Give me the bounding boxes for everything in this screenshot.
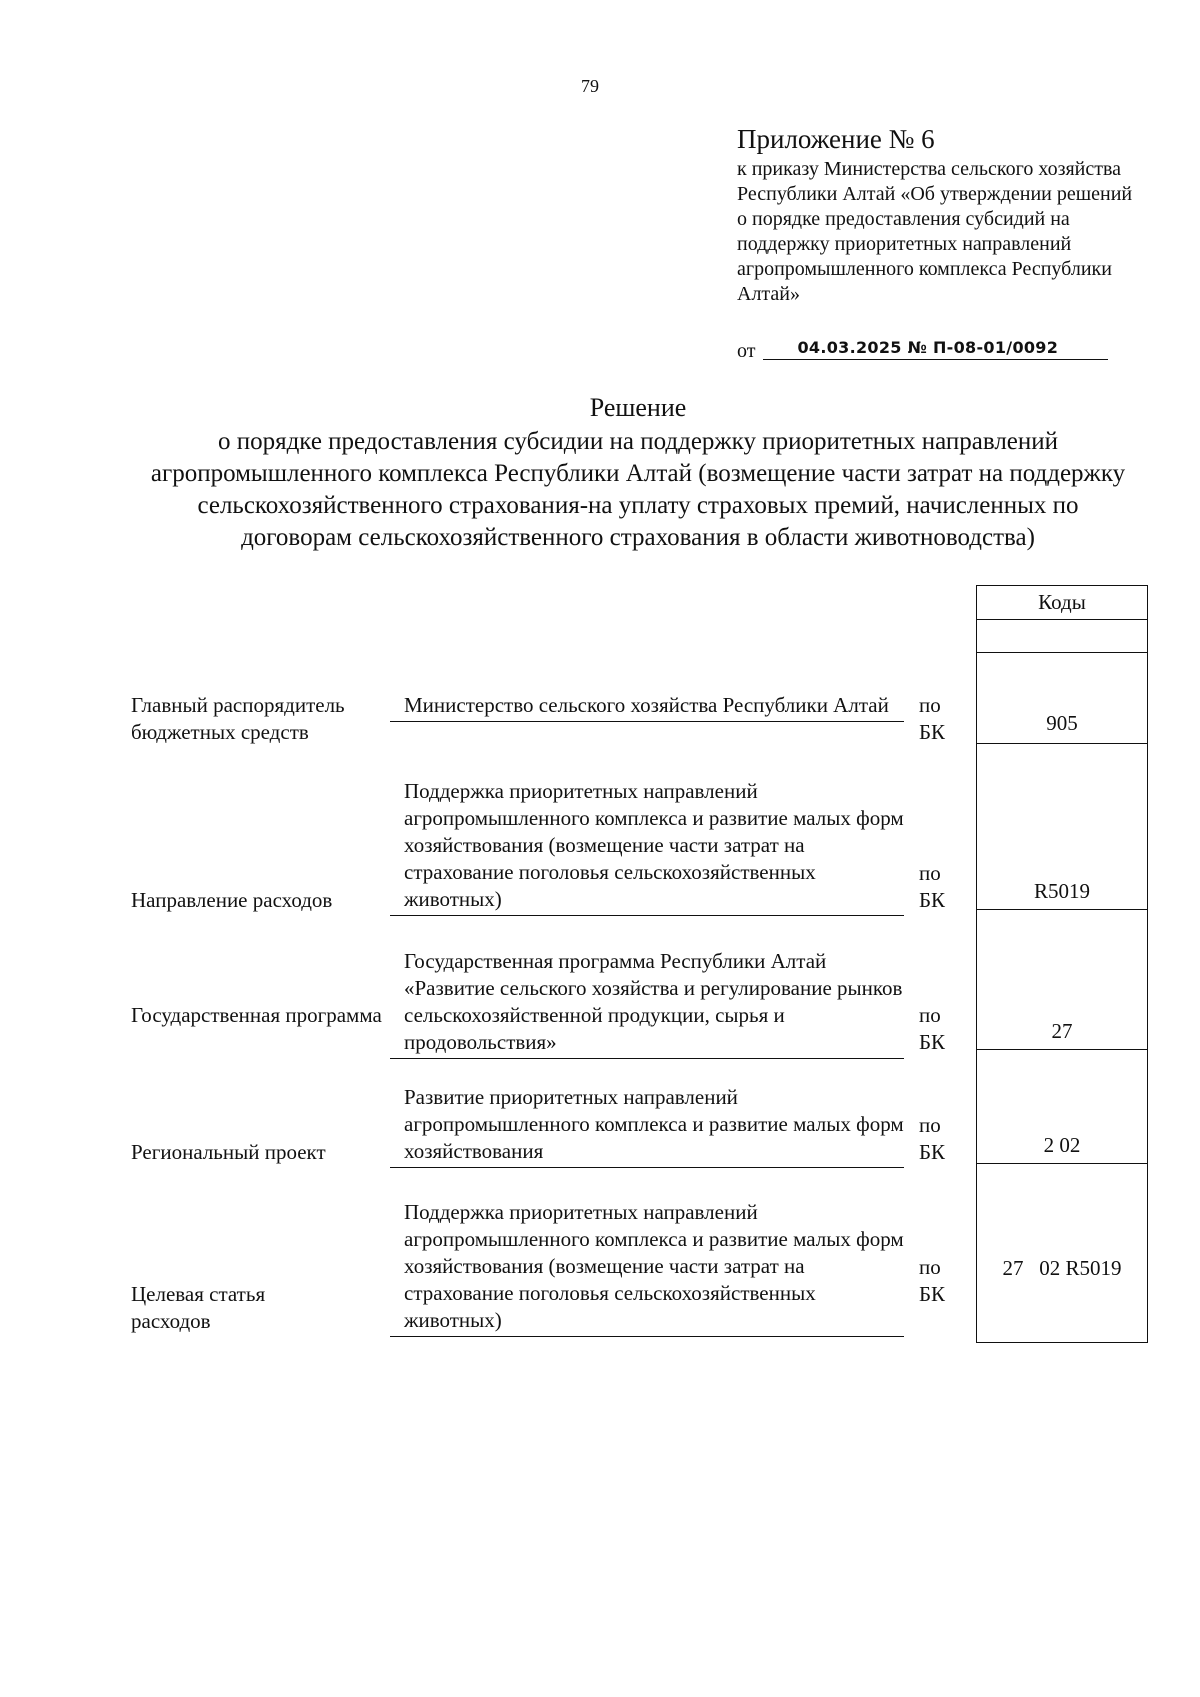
code-chief-manager: 905 (1046, 711, 1078, 735)
row-po-target-item: по БК (919, 1255, 946, 1306)
document-subtitle: о порядке предоставления субсидии на поддержку приоритетных направлений агропромышленного комплекса Республики Алтай (возмещение части затрат на поддержку сельскохозяйственного страхования-на уплату страховых премий, начисленных по договорам сельскохозяйственного страхования в области животноводства) (150, 428, 1126, 551)
codes-table (976, 585, 1148, 1343)
from-label: от (737, 340, 756, 362)
code-state-program: 27 (1051, 1019, 1073, 1043)
row-value-target-item: Поддержка приоритетных направлений агропромышленного комплекса и развитие малых форм хозяйствования (возмещение части затрат на страхование поголовья сельскохозяйственных животных) (390, 1199, 904, 1337)
row-label-chief-manager: Главный распорядитель бюджетных средств (131, 693, 345, 744)
row-value-regional-project: Развитие приоритетных направлений агропромышленного комплекса и развитие малых форм хозяйствования (390, 1084, 904, 1168)
code-target-item: 27 02 R5019 (1002, 1256, 1122, 1280)
row-po-expense-direction: по БК (919, 861, 946, 912)
row-label-target-item: Целевая статья расходов (131, 1282, 266, 1333)
appendix-date-line (737, 337, 1108, 363)
row-value-expense-direction: Поддержка приоритетных направлений агропромышленного комплекса и развитие малых форм хозяйствования (возмещение части затрат на страхование поголовья сельскохозяйственных животных) (390, 778, 904, 916)
row-label-state-program: Государственная программа (131, 1003, 382, 1027)
row-po-chief-manager: по БК (919, 693, 946, 744)
codes-header: Коды (1038, 590, 1086, 614)
appendix-title: Приложение № 6 (737, 124, 935, 154)
row-po-regional-project: по БК (919, 1113, 946, 1164)
date-number-stamp: 04.03.2025 № П-08-01/0092 (797, 338, 1059, 357)
row-po-state-program: по БК (919, 1003, 946, 1054)
code-expense-direction: R5019 (1033, 879, 1090, 903)
appendix-reference: к приказу Министерства сельского хозяйства Республики Алтай «Об утверждении решений о порядке предоставления субсидий на поддержку приоритетных направлений агропромышленного комплекса Республики Алтай» (737, 158, 1133, 305)
row-label-regional-project: Региональный проект (131, 1140, 326, 1164)
code-regional-project: 2 02 (1043, 1133, 1081, 1157)
date-number-underline (763, 337, 1108, 360)
row-label-expense-direction: Направление расходов (131, 888, 333, 912)
row-value-state-program: Государственная программа Республики Алтай «Развитие сельского хозяйства и регулирование рынков сельскохозяйственной продукции, сырья и продовольствия» (390, 948, 904, 1059)
page-number: 79 (581, 76, 599, 96)
row-value-chief-manager: Министерство сельского хозяйства Республики Алтай (390, 692, 904, 722)
document-title: Решение (589, 393, 687, 422)
